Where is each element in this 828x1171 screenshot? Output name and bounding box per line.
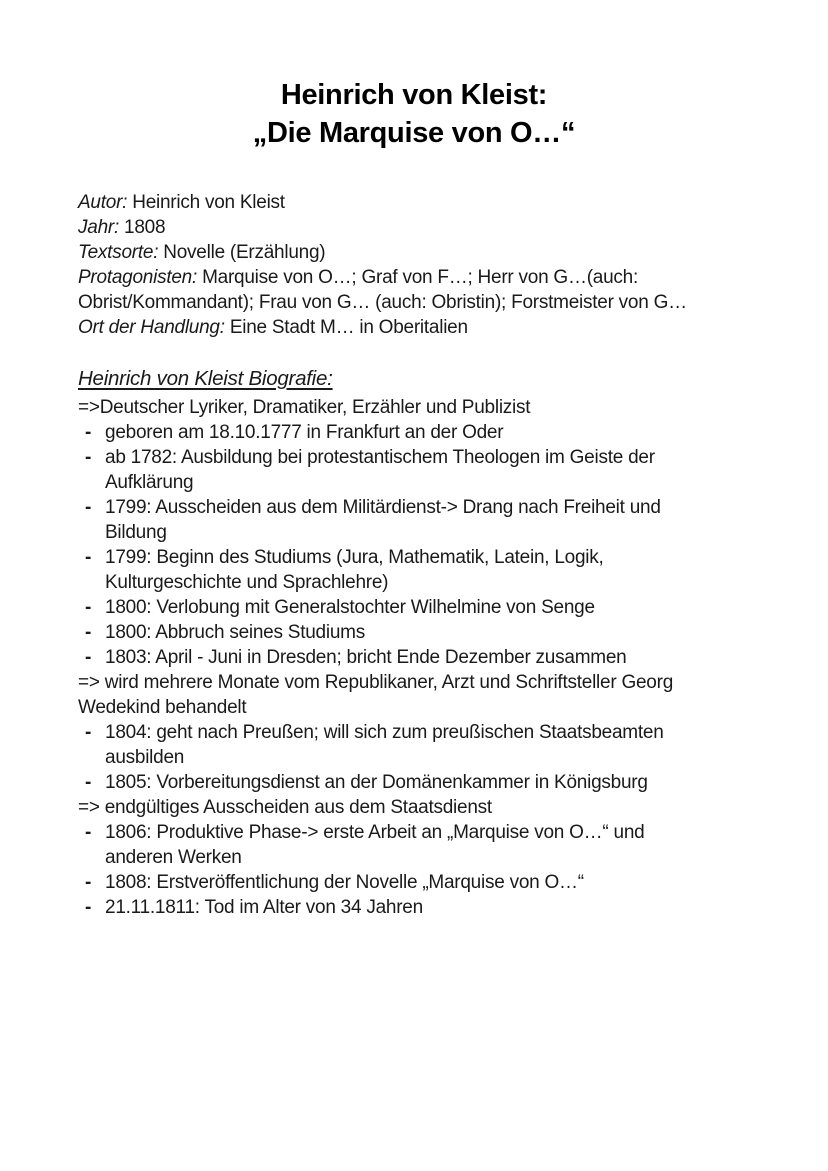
item-text: => endgültiges Ausscheiden aus dem Staatsdienst — [78, 797, 492, 818]
item-text: ab 1782: Ausbildung bei protestantischem Theologen im Geiste der Aufklärung — [105, 447, 655, 493]
meta-line-jahr — [78, 215, 768, 240]
meta-line-textsorte — [78, 240, 768, 265]
item-text: 1799: Ausscheiden aus dem Militärdienst-> Drang nach Freiheit und Bildung — [105, 497, 661, 543]
item-text: 1800: Verlobung mit Generalstochter Wilhelmine von Senge — [105, 597, 595, 618]
arrow-note — [78, 670, 708, 720]
meta-line-autor — [78, 190, 768, 215]
meta-line-protagonisten — [78, 265, 768, 315]
title-line-1: Heinrich von Kleist: — [280, 79, 548, 111]
metadata-block — [78, 190, 768, 340]
meta-value: Novelle (Erzählung) — [163, 242, 326, 263]
bullet-marker: - — [85, 822, 92, 843]
list-item — [78, 770, 708, 795]
list-item — [78, 445, 708, 495]
list-item — [78, 645, 708, 670]
item-text: 21.11.1811: Tod im Alter von 34 Jahren — [105, 897, 423, 918]
meta-value: 1808 — [124, 217, 166, 238]
bullet-marker: - — [85, 722, 92, 743]
title-line-2: „Die Marquise von O…“ — [252, 117, 576, 149]
meta-label: Autor: — [78, 192, 128, 213]
item-text: geboren am 18.10.1777 in Frankfurt an der Oder — [105, 422, 504, 443]
list-item — [78, 895, 708, 920]
item-text: 1803: April - Juni in Dresden; bricht Ende Dezember zusammen — [105, 647, 627, 668]
bullet-marker: - — [85, 872, 92, 893]
meta-value: Heinrich von Kleist — [132, 192, 285, 213]
item-text: 1806: Produktive Phase-> erste Arbeit an „Marquise von O…“ und anderen Werken — [105, 822, 645, 868]
list-item — [78, 870, 708, 895]
meta-label: Textsorte: — [78, 242, 159, 263]
biography-list — [78, 395, 708, 920]
item-text: 1805: Vorbereitungsdienst an der Domänenkammer in Königsburg — [105, 772, 648, 793]
bullet-marker: - — [85, 897, 92, 918]
item-text: 1799: Beginn des Studiums (Jura, Mathematik, Latein, Logik, Kulturgeschichte und Sprachlehre) — [105, 547, 604, 593]
arrow-note — [78, 395, 708, 420]
list-item — [78, 495, 708, 545]
list-item — [78, 820, 708, 870]
meta-label: Protagonisten: — [78, 267, 198, 288]
bullet-marker: - — [85, 597, 92, 618]
bullet-marker: - — [85, 447, 92, 468]
list-item — [78, 620, 708, 645]
meta-value: Eine Stadt M… in Oberitalien — [229, 317, 468, 338]
list-item — [78, 720, 708, 770]
item-text: 1804: geht nach Preußen; will sich zum preußischen Staatsbeamten ausbilden — [105, 722, 664, 768]
item-text: =>Deutscher Lyriker, Dramatiker, Erzähler und Publizist — [78, 397, 531, 418]
meta-value: Marquise von O…; Graf von F…; Herr von G…(auch: Obrist/Kommandant); Frau von G… (auch: Obristin); Forstmeister von G… — [78, 267, 687, 313]
document-body — [78, 190, 768, 920]
bullet-marker: - — [85, 422, 92, 443]
meta-line-ort-der-handlung — [78, 315, 768, 340]
list-item — [78, 545, 708, 595]
biography-heading: Heinrich von Kleist Biografie: — [78, 367, 333, 390]
bullet-marker: - — [85, 547, 92, 568]
item-text: => wird mehrere Monate vom Republikaner, Arzt und Schriftsteller Georg Wedekind behandelt — [78, 672, 674, 718]
meta-label: Ort der Handlung: — [78, 317, 225, 338]
list-item — [78, 420, 708, 445]
bullet-marker: - — [85, 772, 92, 793]
bullet-marker: - — [85, 497, 92, 518]
bullet-marker: - — [85, 622, 92, 643]
arrow-note — [78, 795, 708, 820]
item-text: 1808: Erstveröffentlichung der Novelle „Marquise von O…“ — [105, 872, 584, 893]
meta-label: Jahr: — [78, 217, 119, 238]
bullet-marker: - — [85, 647, 92, 668]
list-item — [78, 595, 708, 620]
item-text: 1800: Abbruch seines Studiums — [105, 622, 365, 643]
document-title — [0, 0, 828, 152]
